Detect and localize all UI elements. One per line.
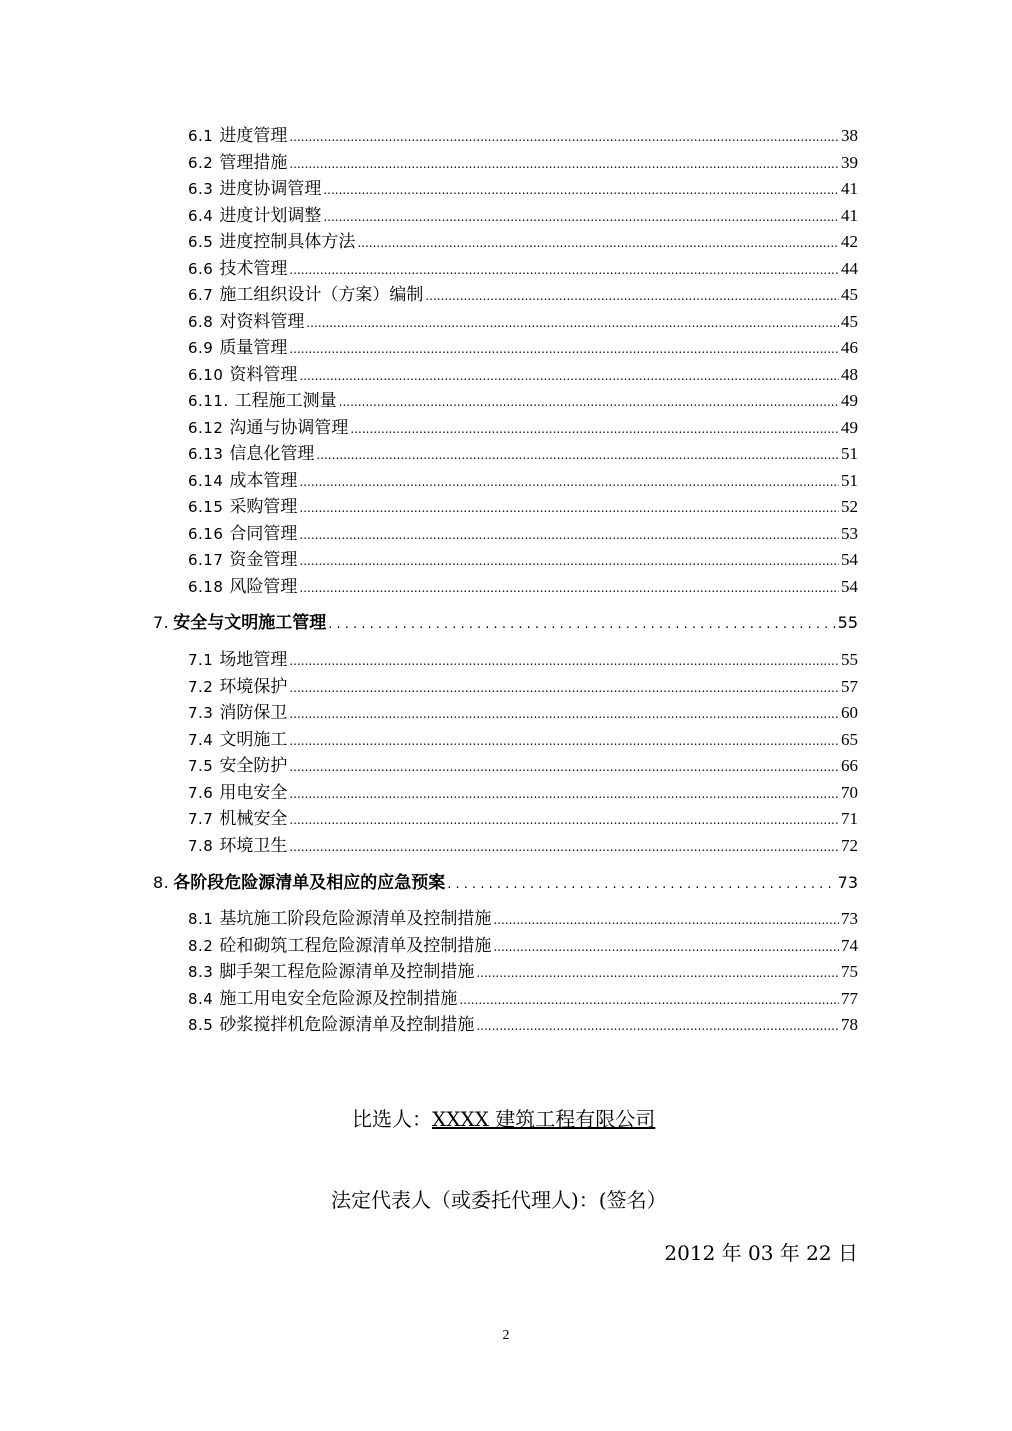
toc-entry[interactable]	[188, 574, 858, 600]
toc-entry[interactable]	[188, 986, 858, 1012]
toc-entry-title: 工程施工测量	[234, 391, 337, 411]
dot-leader	[289, 674, 839, 701]
toc-entry-title: 质量管理	[219, 338, 288, 358]
toc-entry-title: 对资料管理	[219, 311, 305, 332]
page-number: 2	[502, 1328, 510, 1343]
toc-entry-number: 7.7	[188, 810, 214, 828]
toc-entry-page: 51	[841, 470, 858, 490]
dot-leader	[306, 309, 839, 336]
toc-entry-title: 成本管理	[229, 470, 298, 491]
toc-entry-number: 6.6	[188, 259, 214, 278]
toc-entry-number: 7.	[153, 613, 170, 632]
toc-entry-number: 7.3	[188, 704, 214, 722]
toc-entry-number: 6.9	[188, 339, 214, 357]
signature-date: 2012 年 03 年 22 日	[664, 1241, 858, 1265]
dot-leader	[323, 176, 839, 203]
dot-leader	[299, 494, 839, 521]
toc-entry-title: 信息化管理	[229, 444, 315, 464]
toc-entry-title: 文明施工	[219, 729, 288, 750]
toc-entry-page: 57	[841, 676, 858, 696]
toc-entry-title: 进度管理	[219, 126, 288, 146]
toc-entry-title: 环境卫生	[219, 835, 288, 856]
toc-entry-number: 7.1	[188, 651, 214, 669]
toc-entry-title: 各阶段危险源清单及相应的应急预案	[173, 873, 446, 893]
toc-entry-page: 54	[841, 576, 858, 596]
dot-leader	[289, 150, 839, 177]
toc-entry-number: 6.18	[188, 577, 224, 596]
toc-entry-title: 管理措施	[219, 152, 288, 173]
toc-entry[interactable]	[188, 203, 858, 229]
toc-entry-title: 进度控制具体方法	[219, 232, 356, 252]
bidder-name: XXXX 建筑工程有限公司	[432, 1107, 656, 1131]
toc-entry[interactable]	[188, 388, 858, 414]
toc-entry[interactable]	[188, 647, 858, 673]
toc-entry-number: 6.16	[188, 524, 224, 543]
dot-leader	[289, 700, 839, 727]
toc-entry-page: 45	[841, 311, 858, 331]
dot-leader	[289, 833, 839, 860]
toc-entry[interactable]	[188, 123, 858, 149]
toc-entry-page: 60	[841, 703, 858, 722]
toc-entry-number: 8.2	[188, 936, 214, 955]
toc-entry[interactable]	[188, 494, 858, 520]
toc-entry-number: 6.2	[188, 153, 214, 172]
dot-leader	[289, 780, 839, 807]
toc-entry[interactable]	[188, 176, 858, 202]
dot-leader	[316, 441, 839, 468]
toc-entry-title: 技术管理	[219, 258, 288, 279]
toc-entry[interactable]	[188, 1012, 858, 1038]
dot-leader	[299, 468, 839, 495]
toc-entry-page: 49	[841, 417, 858, 437]
toc-entry-title: 合同管理	[229, 523, 298, 544]
toc-entry[interactable]	[188, 700, 858, 726]
toc-entry-number: 7.5	[188, 757, 214, 775]
toc-entry-page: 44	[841, 258, 858, 278]
toc-entry-page: 41	[841, 179, 858, 198]
toc-entry-title: 基坑施工阶段危险源清单及控制措施	[219, 909, 492, 929]
toc-entry-page: 55	[837, 613, 858, 632]
toc-entry-page: 77	[841, 988, 858, 1008]
toc-entry[interactable]	[188, 309, 858, 335]
toc-entry-title: 采购管理	[229, 497, 298, 517]
toc-section-entry[interactable]	[153, 609, 858, 637]
toc-entry-title: 安全防护	[219, 756, 288, 776]
toc-entry-title: 进度计划调整	[219, 205, 322, 226]
dot-leader	[339, 388, 839, 415]
toc-entry-number: 6.7	[188, 286, 214, 304]
toc-entry-number: 6.3	[188, 180, 214, 198]
toc-entry-page: 73	[841, 909, 858, 928]
toc-entry[interactable]	[188, 727, 858, 753]
dot-leader	[289, 727, 839, 754]
toc-entry-number: 6.5	[188, 233, 214, 251]
toc-entry-page: 72	[841, 835, 858, 855]
toc-entry[interactable]	[188, 150, 858, 176]
toc-entry[interactable]	[188, 468, 858, 494]
dot-leader	[299, 574, 839, 601]
toc-entry-page: 41	[841, 205, 858, 225]
toc-entry-number: 8.4	[188, 989, 214, 1008]
toc-entry-page: 45	[841, 285, 858, 304]
dot-leader	[357, 229, 839, 256]
toc-entry[interactable]	[188, 833, 858, 859]
toc-entry-page: 73	[837, 873, 858, 892]
toc-entry-number: 6.4	[188, 206, 214, 225]
toc-entry-title: 砼和砌筑工程危险源清单及控制措施	[219, 935, 492, 956]
dot-leader	[476, 959, 839, 986]
toc-entry[interactable]	[188, 362, 858, 388]
toc-entry-title: 资料管理	[229, 364, 298, 385]
toc-entry[interactable]	[188, 229, 858, 255]
toc-entry-title: 用电安全	[219, 782, 288, 803]
dot-leader	[476, 1012, 839, 1039]
toc-entry-page: 65	[841, 729, 858, 749]
dot-leader	[289, 256, 839, 283]
toc-entry-title: 沟通与协调管理	[229, 417, 349, 438]
toc-entry-title: 风险管理	[229, 576, 298, 597]
representative-line: 法定代表人（或委托代理人)：(签名）	[331, 1188, 667, 1212]
toc-entry-title: 环境保护	[219, 676, 288, 697]
dot-leader	[459, 986, 839, 1013]
toc-entry-title: 砂浆搅拌机危险源清单及控制措施	[219, 1015, 475, 1035]
dot-leader	[425, 282, 839, 309]
toc-entry-number: 8.3	[188, 963, 214, 981]
toc-entry-page: 48	[841, 364, 858, 384]
toc-entry[interactable]	[188, 415, 858, 441]
toc-entry-number: 8.5	[188, 1016, 214, 1034]
toc-entry-title: 安全与文明施工管理	[173, 613, 327, 633]
toc-entry-title: 施工用电安全危险源及控制措施	[219, 988, 458, 1009]
toc-entry-page: 51	[841, 444, 858, 463]
toc-entry-number: 8.	[153, 873, 170, 892]
toc-entry-title: 消防保卫	[219, 703, 288, 723]
dot-leader	[299, 547, 839, 574]
toc-entry[interactable]	[188, 933, 858, 959]
toc-entry-page: 46	[841, 338, 858, 357]
toc-entry-number: 7.2	[188, 677, 214, 696]
toc-entry-number: 6.13	[188, 445, 224, 463]
toc-entry-number: 6.12	[188, 418, 224, 437]
toc-entry-page: 38	[841, 126, 858, 145]
toc-entry-page: 75	[841, 962, 858, 981]
dot-leader	[289, 123, 839, 150]
toc-entry[interactable]	[188, 547, 858, 573]
dot-leader	[447, 869, 835, 899]
dot-leader	[493, 906, 839, 933]
toc-section-entry[interactable]	[153, 869, 858, 897]
dot-leader	[323, 203, 839, 230]
toc-entry-title: 施工组织设计（方案）编制	[219, 285, 424, 305]
toc-entry-page: 70	[841, 782, 858, 802]
toc-entry-page: 53	[841, 523, 858, 543]
toc-entry-number: 7.4	[188, 730, 214, 749]
toc-entry-number: 6.8	[188, 312, 214, 331]
dot-leader	[289, 806, 839, 833]
toc-entry-title: 进度协调管理	[219, 179, 322, 199]
toc-entry-number: 7.6	[188, 783, 214, 802]
dot-leader	[289, 647, 839, 674]
dot-leader	[350, 415, 839, 442]
toc-entry-number: 6.10	[188, 365, 224, 384]
dot-leader	[289, 753, 839, 780]
toc-entry[interactable]	[188, 256, 858, 282]
toc-entry-number: 6.1	[188, 127, 214, 145]
toc-entry[interactable]	[188, 282, 858, 308]
toc-entry-number: 6.11.	[188, 392, 229, 410]
toc-entry-title: 脚手架工程危险源清单及控制措施	[219, 962, 475, 982]
toc-entry-title: 机械安全	[219, 809, 288, 829]
toc-entry-number: 8.1	[188, 910, 214, 928]
toc-entry-page: 54	[841, 550, 858, 569]
toc-entry-title: 场地管理	[219, 650, 288, 670]
dot-leader	[299, 362, 839, 389]
toc-entry-number: 6.17	[188, 551, 224, 569]
toc-entry[interactable]	[188, 806, 858, 832]
toc-entry[interactable]	[188, 959, 858, 985]
toc-entry-page: 52	[841, 497, 858, 516]
toc-entry[interactable]	[188, 521, 858, 547]
bidder-label: 比选人：	[352, 1107, 432, 1131]
toc-entry[interactable]	[188, 780, 858, 806]
toc-entry-title: 资金管理	[229, 550, 298, 570]
bidder-line	[352, 1103, 655, 1132]
toc-entry-page: 55	[841, 650, 858, 669]
toc-entry-page: 49	[841, 391, 858, 410]
toc-entry-number: 6.14	[188, 471, 224, 490]
toc-entry[interactable]	[188, 335, 858, 361]
toc-entry-page: 39	[841, 152, 858, 172]
dot-leader	[493, 933, 839, 960]
toc-entry[interactable]	[188, 753, 858, 779]
toc-entry-page: 78	[841, 1015, 858, 1034]
dot-leader	[289, 335, 839, 362]
toc-entry[interactable]	[188, 906, 858, 932]
toc-entry[interactable]	[188, 441, 858, 467]
toc-entry-page: 66	[841, 756, 858, 775]
dot-leader	[299, 521, 839, 548]
dot-leader	[328, 609, 835, 639]
toc-entry-page: 74	[841, 935, 858, 955]
toc-entry-page: 71	[841, 809, 858, 828]
toc-entry-number: 6.15	[188, 498, 224, 516]
toc-entry-number: 7.8	[188, 836, 214, 855]
toc-entry-page: 42	[841, 232, 858, 251]
toc-entry[interactable]	[188, 674, 858, 700]
